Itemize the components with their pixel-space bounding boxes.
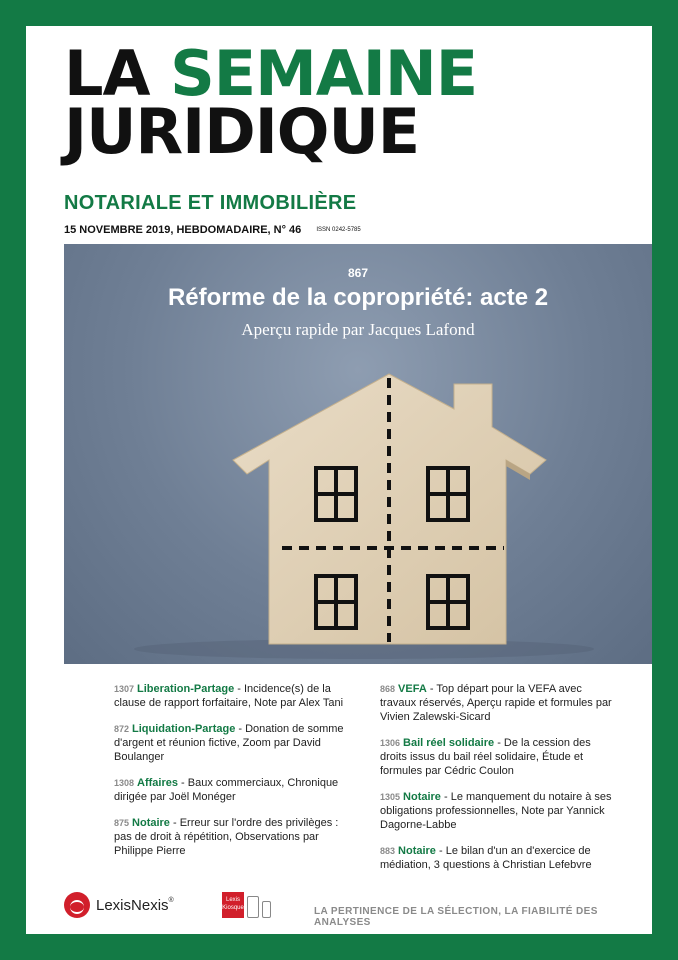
lexisnexis-globe-icon [64,892,90,918]
lexisnexis-logo [64,892,174,918]
tagline: LA PERTINENCE DE LA SÉLECTION, LA FIABILITÉ DES ANALYSES [314,906,598,928]
title-juridique: JURIDIQUE [64,95,420,168]
cover-illustration [64,244,652,664]
toc-right-column [380,682,620,884]
tablet-icon [247,896,259,918]
toc-entry: 1308 Affaires - Baux commerciaux, Chronique dirigée par Joël Monéger [114,777,339,803]
toc-entry: 868 VEFA - Top départ pour la VEFA avec travaux réservés, Aperçu rapide et formules par Vivien Zalewski-Sicard [380,683,612,723]
masthead-subtitle: NOTARIALE ET IMMOBILIÈRE [64,192,357,214]
lead-article-byline: Aperçu rapide par Jacques Lafond [241,320,475,339]
toc-entry: 872 Liquidation-Partage - Donation de somme d'argent et réunion fictive, Zoom par David Boulanger [114,723,344,763]
toc-entry: 1307 Liberation-Partage - Incidence(s) de la clause de rapport forfaitaire, Note par Alex Tani [114,683,344,709]
green-border-right [652,240,678,960]
issn: ISSN 0242-5785 [316,227,361,234]
lexis-kiosque-badge [222,892,271,918]
issue-line [64,224,361,236]
masthead-title [64,37,478,168]
publisher-name: LexisNexis® [96,896,174,914]
toc-entry: 1306 Bail réel solidaire - De la cession des droits issus du bail réel solidaire, Étude et formules par Cédric Coulon [380,737,591,777]
toc-entry: 883 Notaire - Le bilan d'un an d'exercice de médiation, 3 questions à Christian Lefebvre [380,845,592,871]
toc-entry: 1305 Notaire - Le manquement du notaire à ses obligations professionnelles, Note par Yannick Dagorne-Labbe [380,791,612,831]
title-la: LA [64,37,150,110]
lead-article-headline: Réforme de la copropriété: acte 2 [167,284,549,311]
issue-date: 15 NOVEMBRE 2019, HEBDOMADAIRE, N° 46 [64,224,302,236]
toc-entry: 875 Notaire - Erreur sur l'ordre des privilèges : pas de droit à répétition, Observations par Philippe Pierre [114,817,339,857]
lead-article-number: 867 [347,266,369,280]
phone-icon [262,901,271,918]
title-semaine: SEMAINE [170,37,478,110]
kiosque-tag: Lexis Kiosque [222,892,244,918]
toc-left-column [114,682,354,870]
cover-page [26,26,652,934]
